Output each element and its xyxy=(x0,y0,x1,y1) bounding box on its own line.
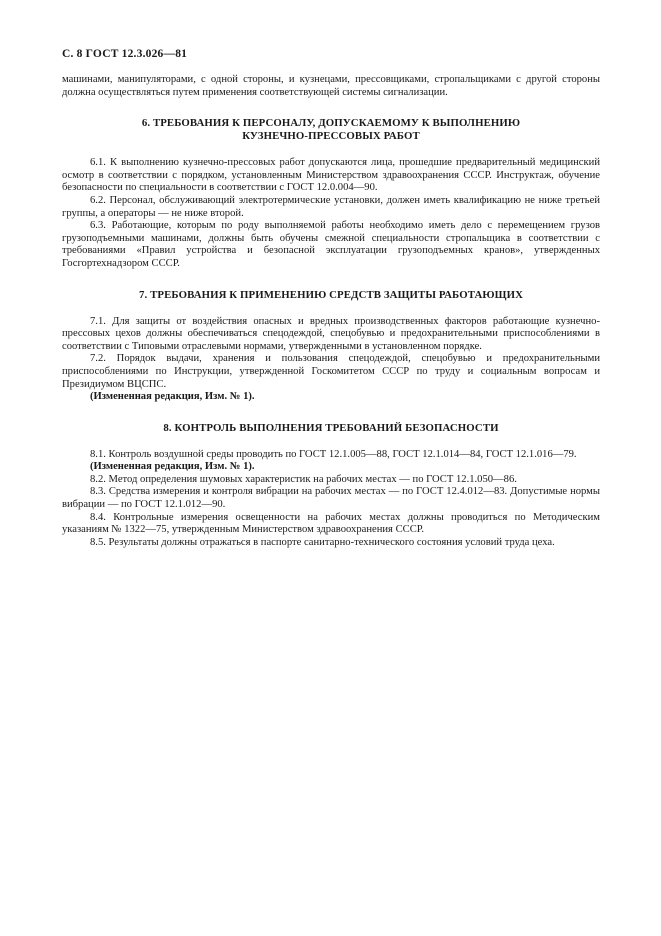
spacer xyxy=(62,99,600,117)
spacer xyxy=(62,435,600,449)
paragraph-8-4: 8.4. Контрольные измерения освещенности на рабочих местах должны проводиться по Методическим указаниям № 1322—75, утвержденным Министерством здравоохранения СССР. xyxy=(62,511,600,536)
document-page xyxy=(62,48,600,549)
amendment-note-8: (Измененная редакция, Изм. № 1). xyxy=(90,461,255,473)
paragraph-8-5: 8.5. Результаты должны отражаться в паспорте санитарно-технического состояния условий труда цеха. xyxy=(90,536,555,548)
spacer xyxy=(62,143,600,157)
paragraph-6-2: 6.2. Персонал, обслуживающий электротермические установки, должен иметь квалификацию не ниже третьей группы, а операторы — не ниже второй. xyxy=(62,194,600,219)
spacer xyxy=(62,271,600,289)
paragraph-6-1: 6.1. К выполнению кузнечно-прессовых работ допускаются лица, прошедшие предварительный медицинский осмотр в соответствии с порядком, установленным Министерством здравоохранения СССР. Инструктаж, обучение безопасности по специальности в соответствии с ГОСТ 12.0.004—90. xyxy=(62,157,600,194)
paragraph-8-1: 8.1. Контроль воздушной среды проводить по ГОСТ 12.1.005—88, ГОСТ 12.1.014—84, ГОСТ 12.1.016—79. xyxy=(90,448,577,460)
paragraph-8-2: 8.2. Метод определения шумовых характеристик на рабочих местах — по ГОСТ 12.1.050—86. xyxy=(90,473,517,485)
section-7-title: 7. ТРЕБОВАНИЯ К ПРИМЕНЕНИЮ СРЕДСТВ ЗАЩИТЫ РАБОТАЮЩИХ xyxy=(139,288,523,301)
section-6-title-line-1: 6. ТРЕБОВАНИЯ К ПЕРСОНАЛУ, ДОПУСКАЕМОМУ К ВЫПОЛНЕНИЮ xyxy=(141,117,521,130)
paragraph-7-2: 7.2. Порядок выдачи, хранения и пользования спецодеждой, спецобувью и предохранительными приспособлениями по Инструкции, утвержденной Госкомитетом СССР по труду и социальным вопросам и Президиумом ВЦСПС. xyxy=(62,353,600,390)
section-8-title: 8. КОНТРОЛЬ ВЫПОЛНЕНИЯ ТРЕБОВАНИЙ БЕЗОПАСНОСТИ xyxy=(163,421,499,434)
intro-paragraph: машинами, манипуляторами, с одной стороны, и кузнецами, прессовщиками, стропальщиками с другой стороны должна осуществляться путем применения соответствующей системы сигнализации. xyxy=(62,74,600,98)
paragraph-7-1: 7.1. Для защиты от воздействия опасных и вредных производственных факторов работающие кузнечно-прессовых цехов должны обеспечиваться спецодеждой, спецобувью и предохранительными приспособлениями в соответствии с Типовыми отраслевыми нормами, утвержденными в установленном порядке. xyxy=(62,315,600,352)
section-6-title-line-2: КУЗНЕЧНО-ПРЕССОВЫХ РАБОТ xyxy=(242,130,420,143)
running-title: С. 8 ГОСТ 12.3.026—81 xyxy=(62,48,188,60)
amendment-note-7: (Измененная редакция, Изм. № 1). xyxy=(90,391,255,403)
paragraph-8-3: 8.3. Средства измерения и контроля вибрации на рабочих местах — по ГОСТ 12.4.012—83. Допустимые нормы вибрации — по ГОСТ 12.1.012—90. xyxy=(62,486,600,511)
paragraph-6-3: 6.3. Работающие, которым по роду выполняемой работы необходимо иметь дело с перемещением грузов грузоподъемными машинами, должны быть обучены смежной специальности стропальщика в соответствии с требованиями «Правил устройства и безопасной эксплуатации грузоподъемных кранов», утвержденных Госгортехнадзором СССР. xyxy=(62,220,600,269)
spacer xyxy=(62,404,600,422)
spacer xyxy=(62,302,600,316)
